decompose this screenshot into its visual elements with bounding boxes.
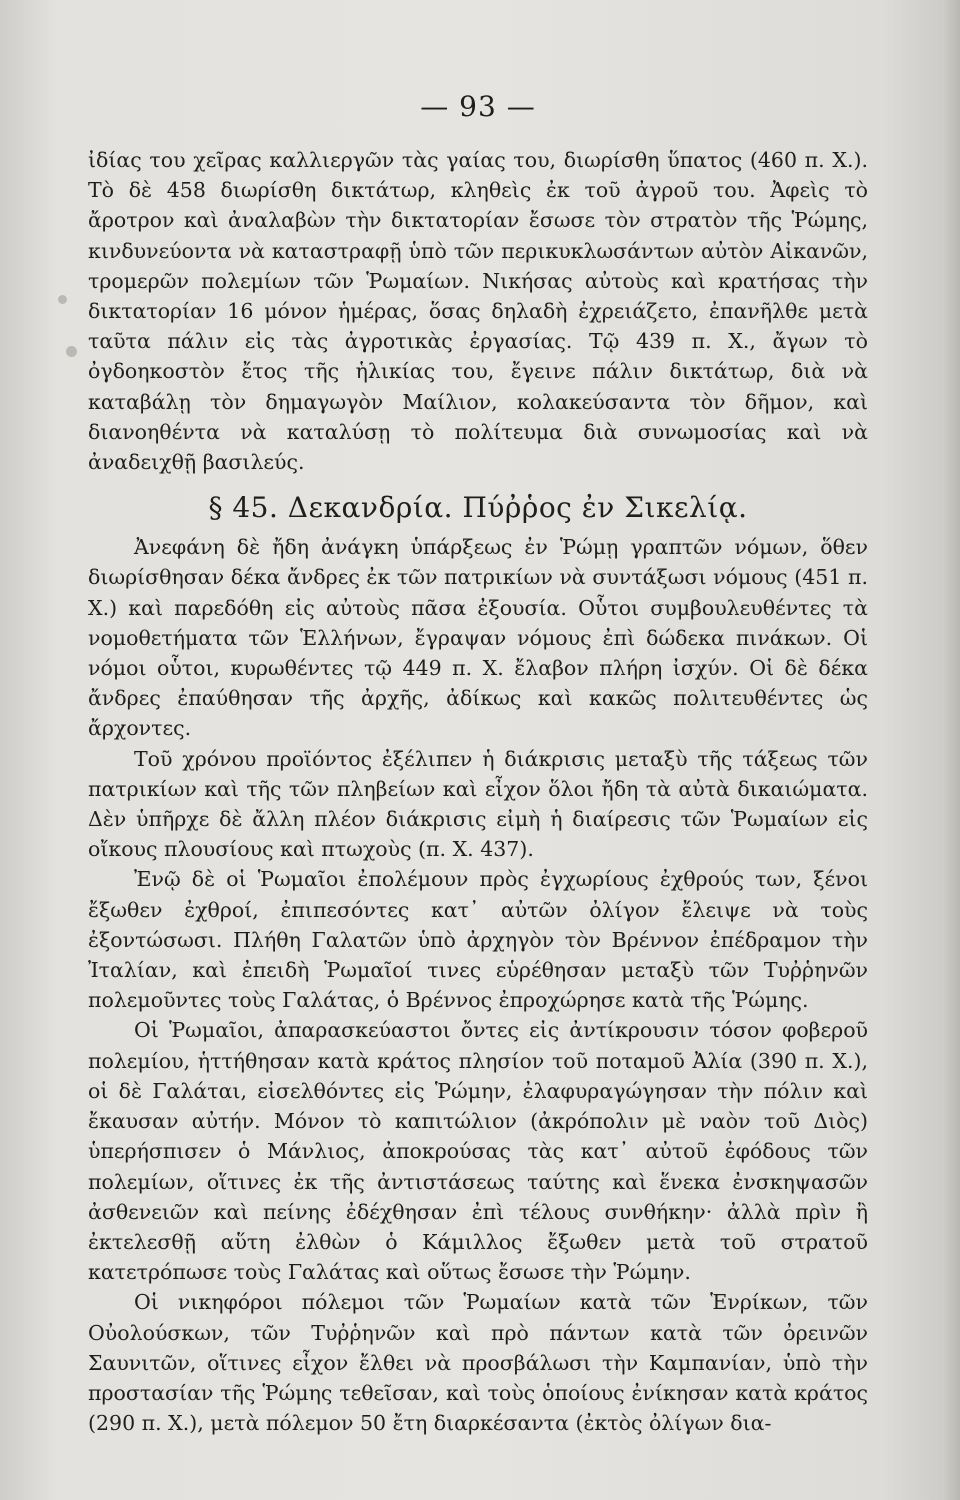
paragraph: Τοῦ χρόνου προϊόντος ἐξέλιπεν ἡ διάκρισις μεταξὺ τῆς τάξεως τῶν πατρικίων καὶ τῆς τῶν πληβείων καὶ εἶχον ὅλοι ἤδη τὰ αὐτὰ δικαιώματα. Δὲν ὑπῆρχε δὲ ἄλλη πλέον διάκρισις εἰμὴ ἡ διαίρεσις τῶν Ῥωμαίων εἰς οἴκους πλουσίους καὶ πτωχοὺς (π. Χ. 437).: [88, 746, 868, 862]
paragraph: Οἱ νικηφόροι πόλεμοι τῶν Ῥωμαίων κατὰ τῶν Ἑνρίκων, τῶν Οὐολούσκων, τῶν Τυῤῥηνῶν καὶ πρὸ πάντων κατὰ τῶν ὀρεινῶν Σαυνιτῶν, οἵτινες εἶχον ἔλθει νὰ προσβάλωσι τὴν Καμπανίαν, ὑπὸ τὴν προστασίαν τῆς Ῥώμης τεθεῖσαν, καὶ τοὺς ὁποίους ἐνίκησαν κατὰ κράτος (290 π. Χ.), μετὰ πόλεμον 50 ἔτη διαρκέσαντα (ἐκτὸς ὀλίγων δια-: [88, 1290, 868, 1436]
page-content: [88, 90, 868, 1438]
ink-spot: [58, 295, 67, 304]
section-heading: § 45. Δεκανδρία. Πύῤῥος ἐν Σικελίᾳ.: [208, 491, 748, 525]
paragraph: ἰδίας του χεῖρας καλλιεργῶν τὰς γαίας του, διωρίσθη ὕπατος (460 π. Χ.). Τὸ δὲ 458 διωρίσθη δικτάτωρ, κληθεὶς ἐκ τοῦ ἀγροῦ του. Ἀφεὶς τὸ ἄροτρον καὶ ἀναλαβὼν τὴν δικτατορίαν ἔσωσε τὸν στρατὸν τῆς Ῥώμης, κινδυνεύοντα νὰ καταστραφῇ ὑπὸ τῶν περικυκλωσάντων αὐτὸν Αἰκανῶν, τρομερῶν πολεμίων τῶν Ῥωμαίων. Νικήσας αὐτοὺς καὶ κρατήσας τὴν δικτατορίαν 16 μόνον ἡμέρας, ὅσας δηλαδὴ ἐχρειάζετο, ἐπανῆλθε μετὰ ταῦτα πάλιν εἰς τὰς ἀγροτικὰς ἐργασίας. Τῷ 439 π. Χ., ἄγων τὸ ὀγδοηκοστὸν ἔτος τῆς ἡλικίας του, ἔγεινε πάλιν δικτάτωρ, διὰ νὰ καταβάλῃ τὸν δημαγωγὸν Μαίλιον, κολακεύσαντα τὸν δῆμον, καὶ διανοηθέντα νὰ καταλύσῃ τὸ πολίτευμα διὰ συνωμοσίας καὶ νὰ ἀναδειχθῇ βασιλεύς.: [88, 148, 868, 475]
paragraph: Ἀνεφάνη δὲ ἤδη ἀνάγκη ὑπάρξεως ἐν Ῥώμῃ γραπτῶν νόμων, ὅθεν διωρίσθησαν δέκα ἄνδρες ἐκ τῶν πατρικίων νὰ συντάξωσι νόμους (451 π. Χ.) καὶ παρεδόθη εἰς αὐτοὺς πᾶσα ἐξουσία. Οὗτοι συμβουλευθέντες τὰ νομοθετήματα τῶν Ἑλλήνων, ἔγραψαν νόμους ἐπὶ δώδεκα πινάκων. Οἱ νόμοι οὗτοι, κυρωθέντες τῷ 449 π. Χ. ἔλαβον πλήρη ἰσχύν. Οἱ δὲ δέκα ἄνδρες ἐπαύθησαν τῆς ἀρχῆς, ἀδίκως καὶ κακῶς πολιτευθέντες ὡς ἄρχοντες.: [88, 535, 868, 741]
ink-spot: [66, 346, 77, 357]
paragraph: Οἱ Ῥωμαῖοι, ἀπαρασκεύαστοι ὄντες εἰς ἀντίκρουσιν τόσον φοβεροῦ πολεμίου, ἡττήθησαν κατὰ κράτος πλησίον τοῦ ποταμοῦ Ἀλία (390 π. Χ.), οἱ δὲ Γαλάται, εἰσελθόντες εἰς Ῥώμην, ἐλαφυραγώγησαν τὴν πόλιν καὶ ἔκαυσαν αὐτήν. Μόνον τὸ καπιτώλιον (ἀκρόπολιν μὲ ναὸν τοῦ Διὸς) ὑπερήσπισεν ὁ Μάνλιος, ἀποκρούσας τὰς κατ᾽ αὐτοῦ ἐφόδους τῶν πολεμίων, οἵτινες ἐκ τῆς ἀντιστάσεως ταύτης καὶ ἕνεκα ἐνσκηψασῶν ἀσθενειῶν καὶ πείνης ἐδέχθησαν ἐπὶ τέλους συνθήκην· ἀλλὰ πρὶν ἢ ἐκτελεσθῇ αὕτη ἐλθὼν ὁ Κάμιλλος ἔξωθεν μετὰ τοῦ στρατοῦ κατετρόπωσε τοὺς Γαλάτας καὶ οὕτως ἔσωσε τὴν Ῥώμην.: [88, 1018, 868, 1285]
page-number: — 93 —: [420, 90, 536, 123]
page-edge: [942, 0, 960, 1500]
paragraph: Ἐνῷ δὲ οἱ Ῥωμαῖοι ἐπολέμουν πρὸς ἐγχωρίους ἐχθρούς των, ξένοι ἔξωθεν ἐχθροί, ἐπιπεσόντες κατ᾽ αὐτῶν ὀλίγον ἔλειψε νὰ τοὺς ἐξοντώσωσι. Πλήθη Γαλατῶν ὑπὸ ἀρχηγὸν τὸν Βρέννον ἐπέδραμον τὴν Ἰταλίαν, καὶ ἐπειδὴ Ῥωμαῖοί τινες εὑρέθησαν μεταξὺ τῶν Τυῤῥηνῶν πολεμοῦντες τοὺς Γαλάτας, ὁ Βρέννος ἐπροχώρησε κατὰ τῆς Ῥώμης.: [88, 867, 868, 1013]
